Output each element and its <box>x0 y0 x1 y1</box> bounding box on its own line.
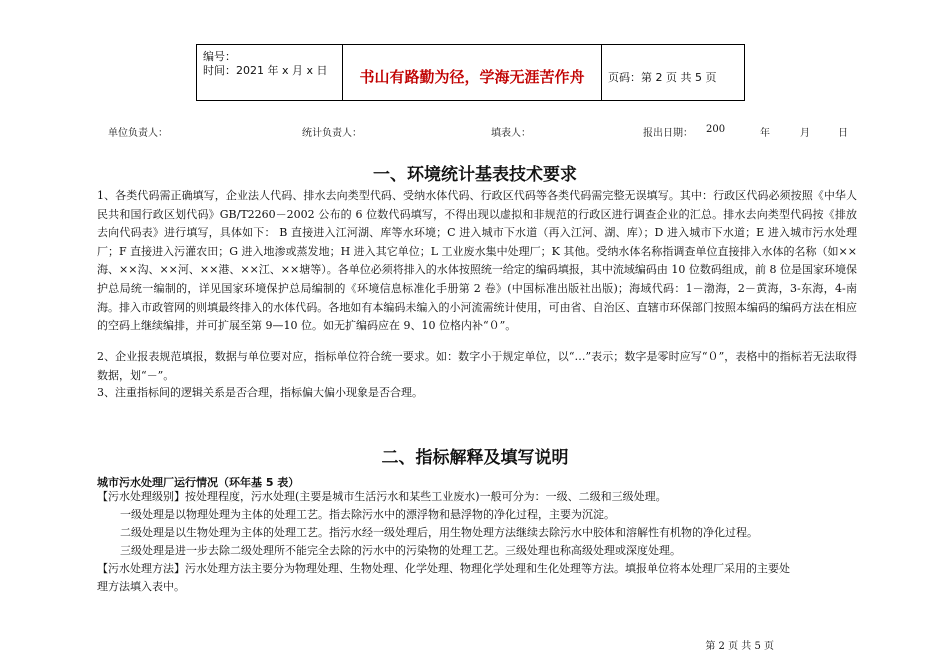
header-meta-cell <box>197 45 343 100</box>
page-footer: 第 2 页 共 5 页 <box>705 641 774 652</box>
year-value: 200 <box>706 124 726 135</box>
filler-label: 填表人： <box>491 128 531 139</box>
line-method-a: 【污水处理方法】污水处理方法主要分为物理处理、生物处理、化学处理、物理化学处理和生化处理等方法。填报单位将本处理厂采用的主要处 <box>97 562 790 575</box>
motto: 书山有路勤为径，学海无涯苦作舟 <box>343 45 602 100</box>
page-label: 页码：第 2 页 共 5 页 <box>608 70 717 84</box>
time-label: 时间：2021 年 x 月 x 日 <box>203 64 328 77</box>
section1-paragraph-2: 2、企业报表规范填报，数据与单位要对应，指标单位符合统一要求。如：数字小于规定单位，以“…”表示；数字是零时应写“０”，表格中的指标若无法取得数据，划“－”。 <box>97 350 857 382</box>
line-method-b: 理方法填入表中。 <box>97 580 185 593</box>
line-primary: 一级处理是以物理处理为主体的处理工艺。指去除污水中的漂浮物和悬浮物的净化过程，主要为沉淀。 <box>120 508 615 521</box>
stat-head-label: 统计负责人： <box>302 128 362 139</box>
header-table <box>196 44 745 101</box>
section1-paragraph-3: 3、注重指标间的逻辑关系是否合理，指标偏大偏小现象是否合理。 <box>97 386 423 399</box>
month-label: 月 <box>800 128 810 139</box>
sign-row <box>0 124 950 138</box>
year-label: 年 <box>760 128 770 139</box>
report-date-label: 报出日期： <box>643 128 693 139</box>
number-label: 编号： <box>203 50 236 63</box>
line-level: 【污水处理级别】按处理程度，污水处理(主要是城市生活污水和某些工业废水)一般可分为：一级、二级和三级处理。 <box>97 490 667 503</box>
section1-title: 一、环境统计基表技术要求 <box>373 165 577 185</box>
day-label: 日 <box>838 128 848 139</box>
unit-head-label: 单位负责人： <box>108 128 168 139</box>
line-tertiary: 三级处理是进一步去除二级处理所不能完全去除的污水中的污染物的处理工艺。三级处理也称高级处理或深度处理。 <box>120 544 681 557</box>
section2-title: 二、指标解释及填写说明 <box>381 448 569 468</box>
line-secondary: 二级处理是以生物处理为主体的处理工艺。指污水经一级处理后，用生物处理方法继续去除污水中胶体和溶解性有机物的净化过程。 <box>120 526 758 539</box>
section2-subtitle: 城市污水处理厂运行情况（环年基 5 表） <box>97 476 300 489</box>
section1-paragraph-1: 1、各类代码需正确填写，企业法人代码、排水去向类型代码、受纳水体代码、行政区代码等各类代码需完整无误填写。其中：行政区代码必须按照《中华人民共和国行政区划代码》GB/T2260－2002 公布的 6 位数代码填写，不得出现以虚拟和非规范的行政区进行调查企业的汇总。排水去向类型代码按《排放去向代码表》进行填写，具体如下： B 直接进入江河湖、库等水环境；C 进入城市下水道（再入江河、湖、库）；D 进入城市下水道；E 进入城市污水处理厂；F 直接进入污灌农田；G 进入地渗或蒸发地；H 进入其它单位；L 工业废水集中处理厂；K 其他。受纳水体名称指调查单位直接排入水体的名称（如××海、××沟、××河、××港、××江、××塘等）。各单位必须将排入的水体按照统一给定的编码填报，其中流域编码由 10 位数码组成，前 8 位是国家环境保护总局统一编制的，详见国家环境保护总局编制的《环境信息标准化手册第 2 卷》(中国标准出版社出版)；海域代码：1－渤海，2－黄海，3-东海，4-南海。排入市政管网的则填最终排入的水体代码。各地如有本编码未编入的小河流需统计使用，可由省、自治区、直辖市环保部门按照本编码的编码方法在相应的空码上继续编排，并可扩展至第 9—10 位。如无扩编码应在 9、10 位格内补“０”。 <box>97 189 857 333</box>
